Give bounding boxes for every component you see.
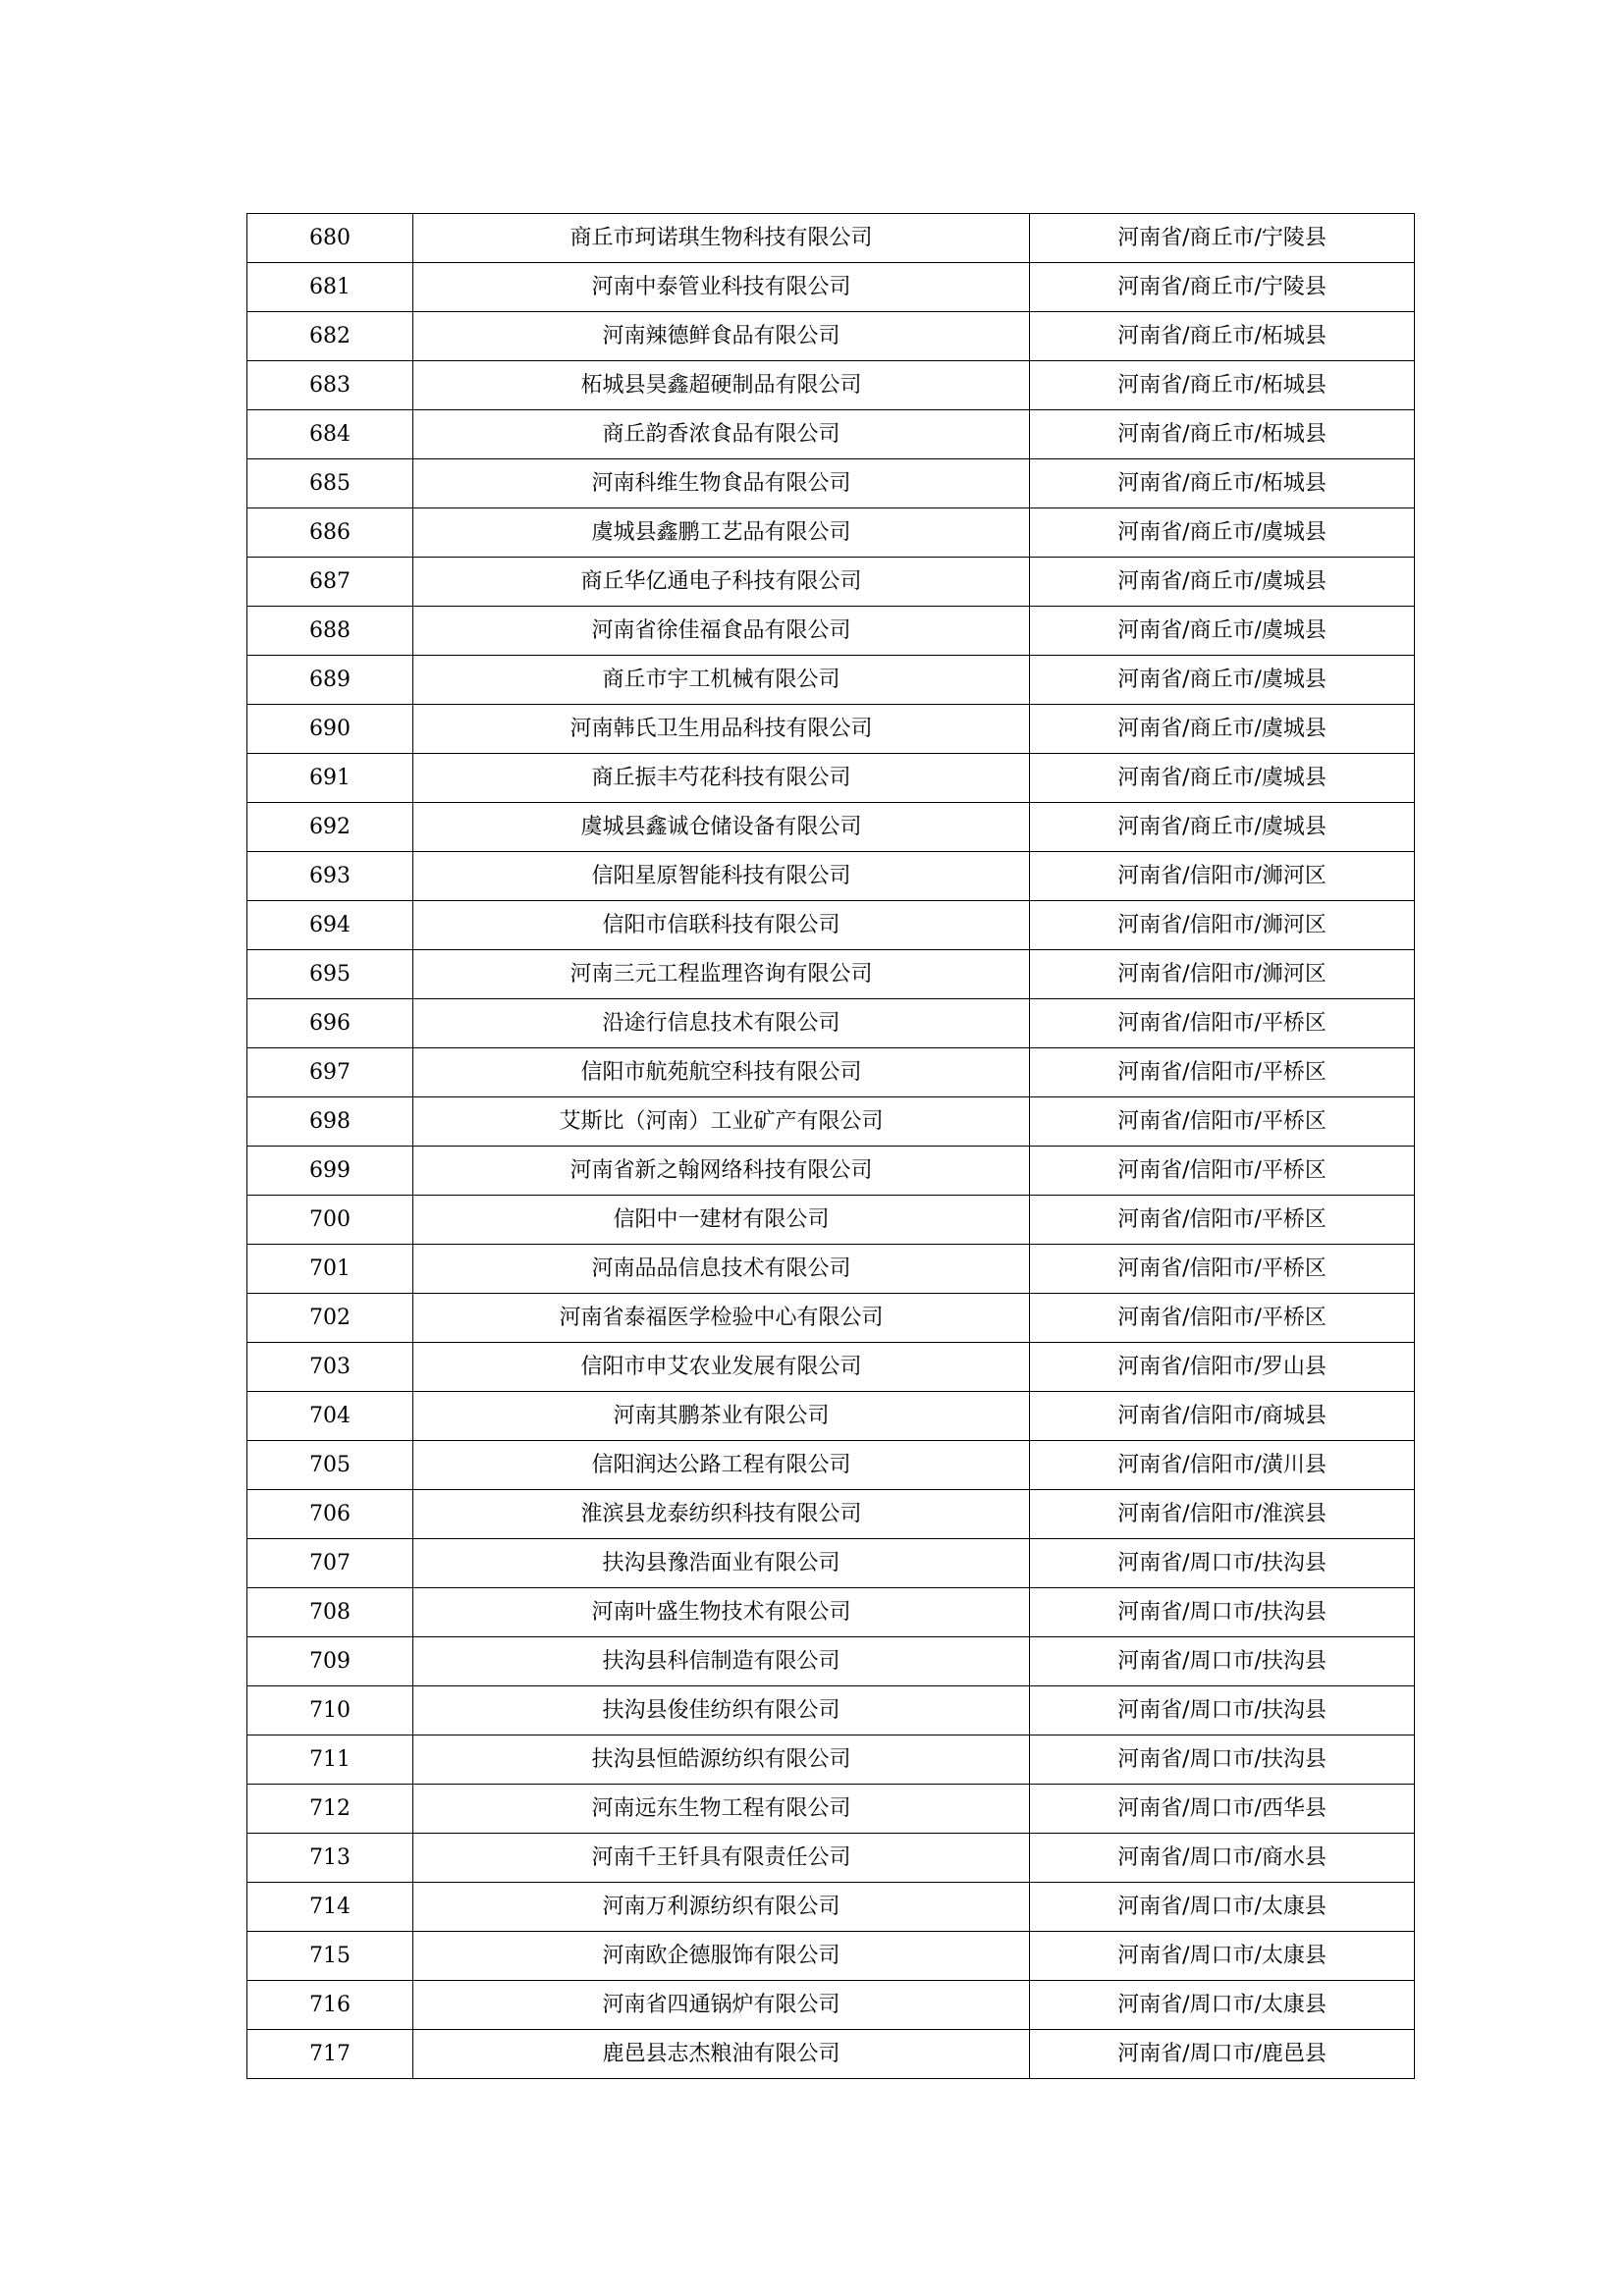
table-row [247,312,1415,361]
row-number-cell: 687 [247,558,413,607]
company-name-cell: 信阳润达公路工程有限公司 [413,1441,1030,1490]
table-row [247,852,1415,901]
table-row [247,1343,1415,1392]
region-cell: 河南省/周口市/扶沟县 [1030,1588,1415,1637]
region-cell: 河南省/信阳市/浉河区 [1030,901,1415,950]
row-number-cell: 680 [247,214,413,263]
company-name-cell: 扶沟县恒皓源纺织有限公司 [413,1735,1030,1785]
row-number-cell: 690 [247,705,413,754]
table-row [247,1883,1415,1932]
table-row [247,1785,1415,1834]
region-cell: 河南省/商丘市/虞城县 [1030,656,1415,705]
region-cell: 河南省/周口市/太康县 [1030,1883,1415,1932]
region-cell: 河南省/信阳市/平桥区 [1030,999,1415,1048]
table-row [247,558,1415,607]
table-row [247,1686,1415,1735]
table-row [247,607,1415,656]
row-number-cell: 681 [247,263,413,312]
row-number-cell: 704 [247,1392,413,1441]
company-name-cell: 商丘韵香浓食品有限公司 [413,410,1030,459]
company-name-cell: 河南辣德鲜食品有限公司 [413,312,1030,361]
row-number-cell: 699 [247,1147,413,1196]
company-name-cell: 淮滨县龙泰纺织科技有限公司 [413,1490,1030,1539]
company-name-cell: 河南品品信息技术有限公司 [413,1245,1030,1294]
row-number-cell: 701 [247,1245,413,1294]
table-row [247,1735,1415,1785]
table-row [247,754,1415,803]
table-row [247,1097,1415,1147]
company-name-cell: 河南省泰福医学检验中心有限公司 [413,1294,1030,1343]
region-cell: 河南省/商丘市/宁陵县 [1030,214,1415,263]
company-name-cell: 柘城县昊鑫超硬制品有限公司 [413,361,1030,410]
company-name-cell: 商丘市宇工机械有限公司 [413,656,1030,705]
company-name-cell: 河南省新之翰网络科技有限公司 [413,1147,1030,1196]
company-name-cell: 河南省徐佳福食品有限公司 [413,607,1030,656]
company-name-cell: 河南千王钎具有限责任公司 [413,1834,1030,1883]
row-number-cell: 716 [247,1981,413,2030]
table-row [247,1932,1415,1981]
company-name-cell: 扶沟县俊佳纺织有限公司 [413,1686,1030,1735]
row-number-cell: 710 [247,1686,413,1735]
company-list-table [246,213,1415,2079]
company-name-cell: 河南其鹏茶业有限公司 [413,1392,1030,1441]
row-number-cell: 700 [247,1196,413,1245]
company-name-cell: 艾斯比（河南）工业矿产有限公司 [413,1097,1030,1147]
region-cell: 河南省/信阳市/平桥区 [1030,1294,1415,1343]
table-row [247,1147,1415,1196]
company-name-cell: 信阳星原智能科技有限公司 [413,852,1030,901]
table-row [247,1441,1415,1490]
table-row [247,999,1415,1048]
region-cell: 河南省/信阳市/浉河区 [1030,852,1415,901]
region-cell: 河南省/周口市/扶沟县 [1030,1637,1415,1686]
table-row [247,1834,1415,1883]
table-row [247,1048,1415,1097]
region-cell: 河南省/信阳市/淮滨县 [1030,1490,1415,1539]
company-name-cell: 扶沟县科信制造有限公司 [413,1637,1030,1686]
region-cell: 河南省/信阳市/平桥区 [1030,1048,1415,1097]
row-number-cell: 702 [247,1294,413,1343]
company-name-cell: 河南韩氏卫生用品科技有限公司 [413,705,1030,754]
row-number-cell: 691 [247,754,413,803]
table-row [247,950,1415,999]
table-row [247,410,1415,459]
row-number-cell: 685 [247,459,413,508]
table-row [247,361,1415,410]
region-cell: 河南省/周口市/西华县 [1030,1785,1415,1834]
table-row [247,2030,1415,2079]
row-number-cell: 696 [247,999,413,1048]
row-number-cell: 717 [247,2030,413,2079]
region-cell: 河南省/信阳市/平桥区 [1030,1147,1415,1196]
row-number-cell: 713 [247,1834,413,1883]
region-cell: 河南省/周口市/扶沟县 [1030,1735,1415,1785]
region-cell: 河南省/商丘市/虞城县 [1030,754,1415,803]
region-cell: 河南省/商丘市/虞城县 [1030,558,1415,607]
table-row [247,656,1415,705]
region-cell: 河南省/周口市/太康县 [1030,1932,1415,1981]
region-cell: 河南省/商丘市/柘城县 [1030,410,1415,459]
row-number-cell: 684 [247,410,413,459]
company-name-cell: 虞城县鑫诚仓储设备有限公司 [413,803,1030,852]
region-cell: 河南省/商丘市/虞城县 [1030,705,1415,754]
region-cell: 河南省/商丘市/虞城县 [1030,508,1415,558]
row-number-cell: 709 [247,1637,413,1686]
company-name-cell: 河南中泰管业科技有限公司 [413,263,1030,312]
table-row [247,459,1415,508]
row-number-cell: 705 [247,1441,413,1490]
region-cell: 河南省/商丘市/虞城县 [1030,607,1415,656]
row-number-cell: 697 [247,1048,413,1097]
region-cell: 河南省/商丘市/柘城县 [1030,459,1415,508]
region-cell: 河南省/周口市/扶沟县 [1030,1686,1415,1735]
company-name-cell: 河南三元工程监理咨询有限公司 [413,950,1030,999]
company-name-cell: 商丘华亿通电子科技有限公司 [413,558,1030,607]
region-cell: 河南省/商丘市/虞城县 [1030,803,1415,852]
company-name-cell: 信阳中一建材有限公司 [413,1196,1030,1245]
region-cell: 河南省/信阳市/平桥区 [1030,1097,1415,1147]
company-name-cell: 扶沟县豫浩面业有限公司 [413,1539,1030,1588]
region-cell: 河南省/信阳市/潢川县 [1030,1441,1415,1490]
region-cell: 河南省/信阳市/罗山县 [1030,1343,1415,1392]
table-row [247,1539,1415,1588]
row-number-cell: 692 [247,803,413,852]
region-cell: 河南省/商丘市/柘城县 [1030,312,1415,361]
row-number-cell: 695 [247,950,413,999]
company-name-cell: 河南科维生物食品有限公司 [413,459,1030,508]
company-name-cell: 河南欧企德服饰有限公司 [413,1932,1030,1981]
row-number-cell: 693 [247,852,413,901]
company-name-cell: 信阳市申艾农业发展有限公司 [413,1343,1030,1392]
company-name-cell: 河南叶盛生物技术有限公司 [413,1588,1030,1637]
region-cell: 河南省/商丘市/柘城县 [1030,361,1415,410]
region-cell: 河南省/信阳市/浉河区 [1030,950,1415,999]
table-row [247,705,1415,754]
region-cell: 河南省/周口市/扶沟县 [1030,1539,1415,1588]
row-number-cell: 714 [247,1883,413,1932]
row-number-cell: 706 [247,1490,413,1539]
row-number-cell: 683 [247,361,413,410]
table-row [247,1490,1415,1539]
row-number-cell: 711 [247,1735,413,1785]
row-number-cell: 688 [247,607,413,656]
table-row [247,1196,1415,1245]
table-row [247,803,1415,852]
company-name-cell: 商丘振丰芍花科技有限公司 [413,754,1030,803]
region-cell: 河南省/周口市/太康县 [1030,1981,1415,2030]
table-row [247,901,1415,950]
row-number-cell: 689 [247,656,413,705]
region-cell: 河南省/信阳市/平桥区 [1030,1245,1415,1294]
table-row [247,1981,1415,2030]
company-name-cell: 信阳市航苑航空科技有限公司 [413,1048,1030,1097]
region-cell: 河南省/信阳市/商城县 [1030,1392,1415,1441]
company-name-cell: 商丘市珂诺琪生物科技有限公司 [413,214,1030,263]
table-row [247,1392,1415,1441]
region-cell: 河南省/商丘市/宁陵县 [1030,263,1415,312]
company-name-cell: 河南万利源纺织有限公司 [413,1883,1030,1932]
table-row [247,508,1415,558]
row-number-cell: 686 [247,508,413,558]
table-row [247,1294,1415,1343]
company-name-cell: 虞城县鑫鹏工艺品有限公司 [413,508,1030,558]
table-row [247,1637,1415,1686]
table-row [247,1245,1415,1294]
row-number-cell: 708 [247,1588,413,1637]
company-name-cell: 河南省四通锅炉有限公司 [413,1981,1030,2030]
region-cell: 河南省/周口市/鹿邑县 [1030,2030,1415,2079]
row-number-cell: 715 [247,1932,413,1981]
row-number-cell: 712 [247,1785,413,1834]
row-number-cell: 703 [247,1343,413,1392]
row-number-cell: 694 [247,901,413,950]
region-cell: 河南省/信阳市/平桥区 [1030,1196,1415,1245]
table-body [247,214,1415,2079]
row-number-cell: 698 [247,1097,413,1147]
region-cell: 河南省/周口市/商水县 [1030,1834,1415,1883]
table-row [247,1588,1415,1637]
company-name-cell: 鹿邑县志杰粮油有限公司 [413,2030,1030,2079]
company-name-cell: 沿途行信息技术有限公司 [413,999,1030,1048]
company-name-cell: 信阳市信联科技有限公司 [413,901,1030,950]
row-number-cell: 682 [247,312,413,361]
table-row [247,263,1415,312]
table-row [247,214,1415,263]
row-number-cell: 707 [247,1539,413,1588]
company-name-cell: 河南远东生物工程有限公司 [413,1785,1030,1834]
